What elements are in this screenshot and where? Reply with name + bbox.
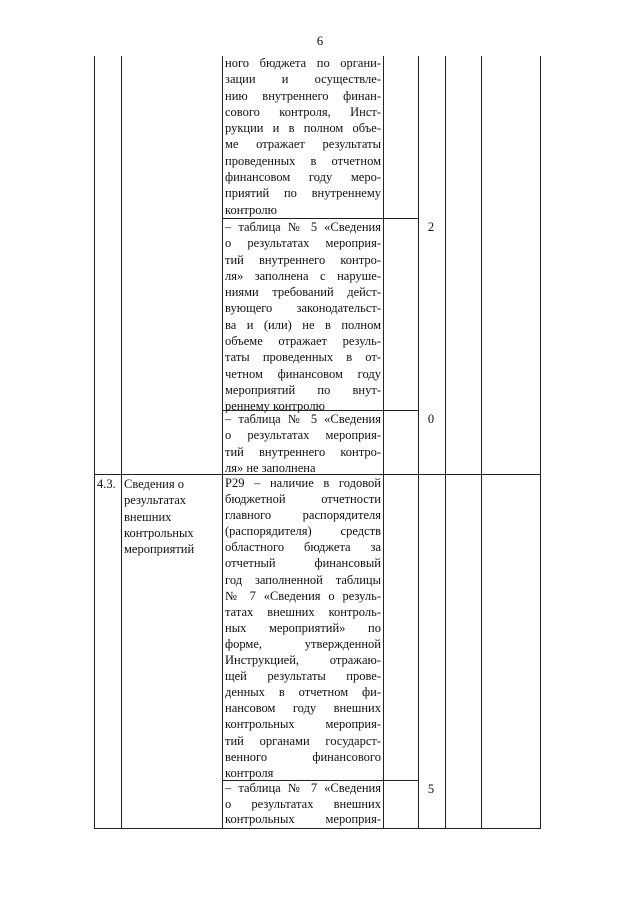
criteria-line: бюджетной отчетности — [225, 492, 381, 507]
criteria-line: щей результаты прове- — [225, 669, 381, 684]
column-divider — [445, 56, 446, 828]
criteria-text — [225, 411, 381, 476]
criteria-line: мероприятий по внут- — [225, 382, 381, 397]
indicator-name-line: внешних — [124, 509, 172, 524]
indicator-name-line: Сведения о — [124, 477, 184, 491]
criteria-line: тий внутреннего контро- — [225, 444, 381, 459]
criteria-line: тий органами государст- — [225, 733, 381, 748]
criteria-line: сового контроля, Инст- — [225, 104, 381, 119]
criteria-line: о результатах мероприя- — [225, 236, 381, 251]
column-divider — [222, 56, 223, 828]
criteria-line: объеме отражает резуль- — [225, 334, 381, 349]
criteria-line: контроля — [225, 765, 274, 780]
criteria-line: контрольных мероприя- — [225, 812, 381, 826]
criteria-line: ных мероприятий» по — [225, 620, 381, 635]
criteria-line: татах внешних контроль- — [225, 604, 381, 619]
criteria-line: Р29 – наличие в годовой — [225, 476, 381, 490]
criteria-line: контрольных мероприя- — [225, 717, 381, 732]
criteria-line: нию внутреннего финан- — [225, 88, 381, 103]
score-value: 0 — [427, 412, 435, 426]
table-border-right — [540, 56, 541, 828]
criteria-line: вующего законодательст- — [225, 301, 381, 316]
indicator-name-line: мероприятий — [124, 542, 195, 557]
criteria-line: о результатах мероприя- — [225, 428, 381, 443]
criteria-line: (распорядителя) средств — [225, 524, 381, 539]
column-divider — [418, 56, 419, 828]
indicator-name-line: контрольных — [124, 525, 194, 540]
criteria-line: № 7 «Сведения о резуль- — [225, 588, 381, 603]
criteria-line: реннему контролю — [225, 399, 325, 414]
criteria-line: зации и осуществле- — [225, 72, 381, 87]
table-border-bottom — [94, 828, 541, 829]
criteria-line: проведенных в отчетном — [225, 153, 381, 168]
criteria-line: ля» не заполнена — [225, 460, 316, 475]
criteria-text — [225, 219, 381, 415]
criteria-text — [225, 781, 381, 828]
criteria-line: о результатах внешних — [225, 796, 381, 811]
criteria-line: ва и (или) не в полном — [225, 317, 381, 332]
criteria-line: – таблица № 5 «Сведения — [225, 412, 381, 426]
criteria-line: контролю — [225, 202, 277, 217]
criteria-text — [225, 475, 381, 781]
row-number: 4.3. — [97, 477, 116, 491]
page-number: 6 — [316, 33, 324, 48]
criteria-line: год заполненной таблицы — [225, 572, 381, 587]
criteria-line: ля» заполнена с наруше- — [225, 268, 381, 283]
criteria-line: денных в отчетном фи- — [225, 685, 381, 700]
criteria-line: тий внутреннего контро- — [225, 252, 381, 267]
criteria-line: – таблица № 7 «Сведения — [225, 781, 381, 795]
criteria-line: ниями требований дейст- — [225, 285, 381, 300]
criteria-line: четном финансовом году — [225, 366, 381, 381]
criteria-line: финансовом году меро- — [225, 170, 381, 185]
criteria-line: таты проведенных в от- — [225, 350, 381, 365]
column-divider — [121, 56, 122, 828]
criteria-line: ного бюджета по органи- — [225, 56, 381, 70]
criteria-line: главного распорядителя — [225, 508, 381, 523]
table-border-left — [94, 56, 95, 828]
criteria-line: отчетный финансовый — [225, 556, 381, 571]
criteria-line: форме, утвержденной — [225, 636, 381, 651]
score-value: 5 — [427, 782, 435, 796]
criteria-line: рукции и в полном объе- — [225, 121, 381, 136]
criteria-line: венного финансового — [225, 749, 381, 764]
criteria-text — [225, 55, 381, 218]
criteria-line: – таблица № 5 «Сведения — [225, 220, 381, 234]
indicator-name — [124, 476, 220, 557]
criteria-line: ме отражает результаты — [225, 137, 381, 152]
criteria-line: Инструкцией, отражаю- — [225, 653, 381, 668]
indicator-name-line: результатах — [124, 493, 187, 508]
criteria-line: приятий по внутреннему — [225, 186, 381, 201]
column-divider — [481, 56, 482, 828]
criteria-line: нансовом году внешних — [225, 701, 381, 716]
column-divider — [383, 56, 384, 828]
score-value: 2 — [427, 220, 435, 234]
criteria-line: областного бюджета за — [225, 540, 381, 555]
